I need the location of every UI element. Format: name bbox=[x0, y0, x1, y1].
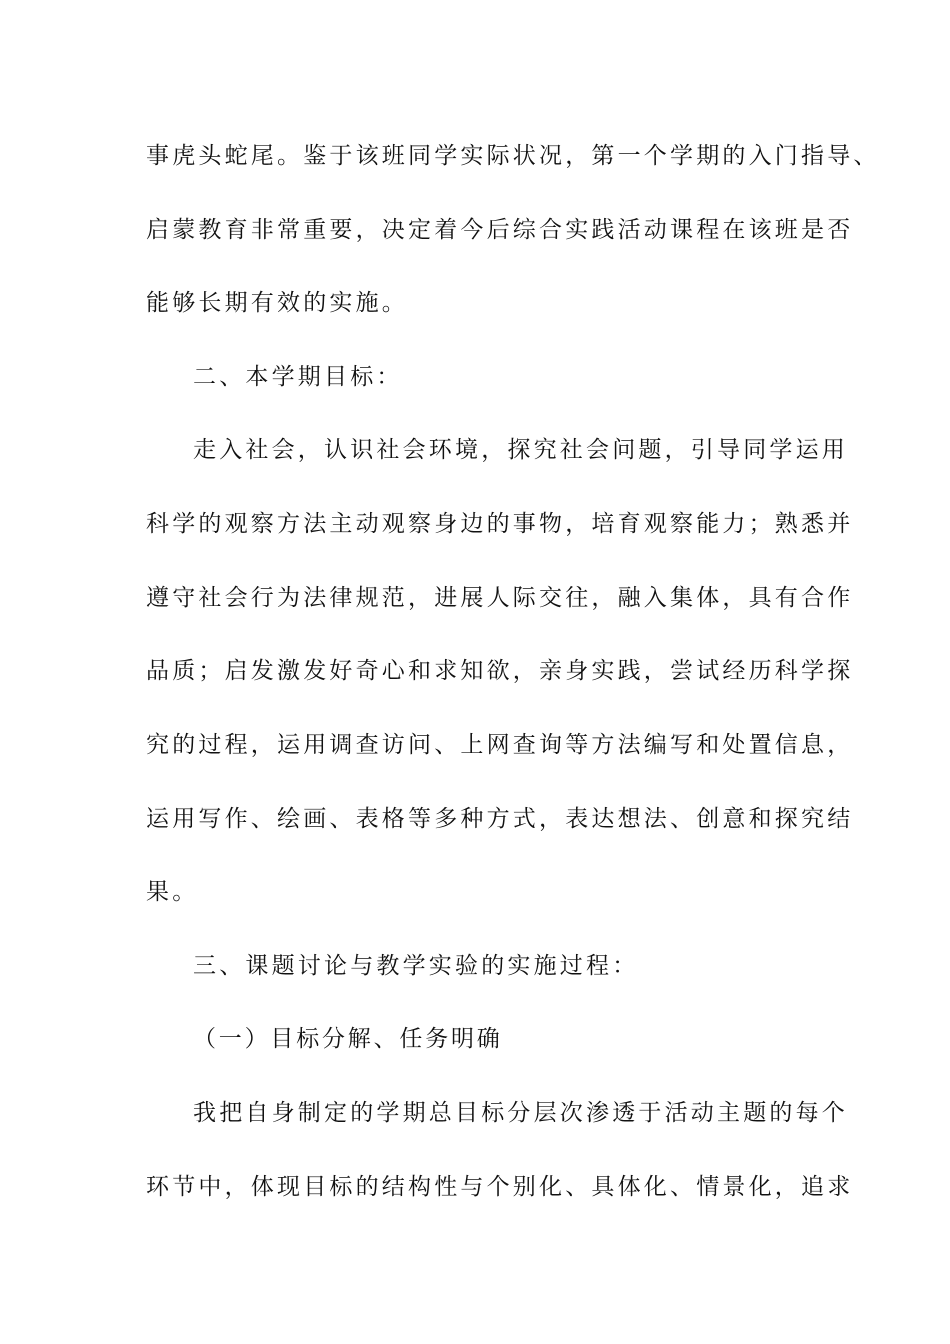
paragraph-line-6: 科学的观察方法主动观察身边的事物，培育观察能力；熟悉并 bbox=[146, 511, 854, 537]
section-heading-2: 二、本学期目标： bbox=[193, 364, 403, 390]
paragraph-line-2: 启蒙教育非常重要，决定着今后综合实践活动课程在该班是否 bbox=[146, 217, 854, 243]
paragraph-line-9: 究的过程，运用调查访问、上网查询等方法编写和处置信息， bbox=[146, 732, 854, 758]
paragraph-line-11: 果。 bbox=[146, 879, 199, 905]
paragraph-line-14: 我把自身制定的学期总目标分层次渗透于活动主题的每个 bbox=[193, 1100, 848, 1126]
subsection-heading-1: （一）目标分解、任务明确 bbox=[193, 1026, 503, 1052]
paragraph-line-10: 运用写作、绘画、表格等多种方式，表达想法、创意和探究结 bbox=[146, 806, 854, 832]
paragraph-line-8: 品质；启发激发好奇心和求知欲，亲身实践，尝试经历科学探 bbox=[146, 658, 854, 684]
section-heading-3: 三、课题讨论与教学实验的实施过程： bbox=[193, 953, 639, 979]
paragraph-line-3: 能够长期有效的实施。 bbox=[146, 290, 408, 316]
paragraph-line-5: 走入社会，认识社会环境，探究社会问题，引导同学运用 bbox=[193, 437, 848, 463]
paragraph-line-7: 遵守社会行为法律规范，进展人际交往，融入集体，具有合作 bbox=[146, 585, 854, 611]
paragraph-line-1: 事虎头蛇尾。鉴于该班同学实际状况，第一个学期的入门指导、 bbox=[146, 143, 880, 169]
paragraph-line-15: 环节中，体现目标的结构性与个别化、具体化、情景化，追求 bbox=[146, 1174, 854, 1200]
